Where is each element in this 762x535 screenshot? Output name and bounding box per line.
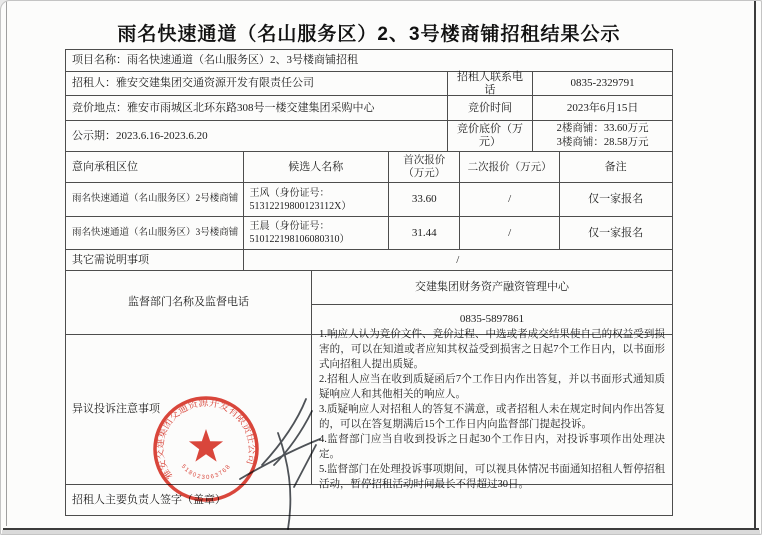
notice-item: 2.招租人应当在收到质疑函后7个工作日内作出答复，并以书面形式通知质疑响应人和其他相关的响应人。 (319, 374, 665, 400)
candidate-remark: 仅一家报名 (588, 193, 644, 205)
candidate-second-offer: / (460, 217, 559, 249)
base-price-floor2: 2楼商铺：33.60万元 (556, 123, 649, 134)
notice-item: 3.质疑响应人对招租人的答复不满意，或者招租人未在规定时间内作出答复的，可以在答复期满后15个工作日内向监督部门提起投诉。 (319, 404, 665, 430)
candidate-location: 雨名快速通道（名山服务区）3号楼商铺 (66, 217, 244, 249)
row-other-notes (66, 250, 672, 271)
candidate-name: 王晨（身份证号：510122198106080310） (244, 217, 389, 249)
signature-label: 招租人主要负责人签字（盖章） (72, 493, 226, 506)
candidates-header-row (66, 152, 672, 183)
row-publicity-period (66, 121, 672, 152)
candidate-location: 雨名快速通道（名山服务区）2号楼商铺 (66, 183, 244, 216)
supervision-department: 交建集团财务资产融资管理中心 (312, 271, 672, 305)
bid-time-label: 竞价时间 (448, 96, 533, 120)
supervision-values (312, 271, 672, 334)
page-right-edge-shadow (754, 1, 756, 530)
candidate-second-offer: / (460, 183, 559, 216)
row-objection-notice (66, 329, 672, 490)
header-cell-candidate-name: 候选人名称 (244, 152, 389, 182)
base-price-label: 竞价底价（万元） (448, 121, 533, 151)
project-name-label: 项目名称：雨名快速通道（名山服务区）2、3号楼商铺招租 (72, 54, 358, 66)
notice-item: 4.监督部门应当自收到投诉之日起30个工作日内，对投诉事项作出处理决定。 (319, 434, 665, 460)
seal-company-text: 雅安交建集团交通资源开发有限责任公司 (154, 397, 258, 482)
other-notes-label: 其它需说明事项 (66, 250, 244, 270)
notice-item: 5.监督部门在处理投诉事项期间，可以视具体情况书面通知招租人暂停招租活动，暂停招租活动时间最长不得超过30日。 (319, 464, 665, 490)
supervision-phone: 0835-5897861 (459, 313, 525, 325)
document-title: 雨名快速通道（名山服务区）2、3号楼商铺招租结果公示 (117, 24, 621, 45)
objection-notice-label: 异议投诉注意事项 (66, 335, 312, 484)
announcement-table (65, 49, 673, 516)
page-bottom-margin (2, 530, 760, 534)
candidate-name: 王风（身份证号：51312219800123112X） (244, 183, 389, 216)
seal-code-text: 518023063768 (179, 463, 233, 482)
base-price-floor3: 3楼商铺：28.58万元 (556, 137, 649, 148)
base-price-values (533, 121, 672, 151)
header-cell-first-offer: 首次报价（万元） (389, 152, 461, 182)
notice-item: 1.响应人认为竞价文件、竞价过程、中选或者成交结果使自己的权益受到损害的，可以在知道或者应知其权益受到损害之日起7个工作日内，以书面形式向招租人提出质疑。 (319, 329, 665, 370)
row-project-name (66, 50, 672, 72)
bid-venue-label: 竞价地点：雅安市雨城区北环东路308号一楼交建集团采购中心 (66, 96, 448, 120)
row-bid-venue (66, 96, 672, 121)
candidate-first-offer: 33.60 (389, 183, 461, 216)
bid-time-value: 2023年6月15日 (566, 101, 639, 114)
header-cell-second-offer: 二次报价（万元） (460, 152, 559, 182)
other-notes-value: / (456, 253, 460, 266)
candidate-row (66, 217, 672, 250)
header-cell-location: 意向承租区位 (66, 152, 244, 182)
candidate-first-offer: 31.44 (389, 217, 461, 249)
page-left-edge-line (6, 1, 7, 526)
row-signature (66, 485, 672, 515)
objection-notice-text (312, 329, 672, 490)
supervision-label: 监督部门名称及监督电话 (66, 271, 312, 334)
header-cell-remark: 备注 (604, 160, 627, 173)
candidate-remark: 仅一家报名 (588, 226, 644, 239)
lessor-phone-label: 招租人联系电话 (448, 72, 533, 95)
publicity-period-label: 公示期：2023.6.16-2023.6.20 (66, 121, 448, 151)
candidate-row (66, 183, 672, 217)
lessor-label: 招租人：雅安交建集团交通资源开发有限责任公司 (66, 72, 448, 95)
row-supervision (66, 271, 672, 335)
row-lessor (66, 72, 672, 96)
lessor-phone-value: 0835-2329791 (570, 77, 635, 89)
